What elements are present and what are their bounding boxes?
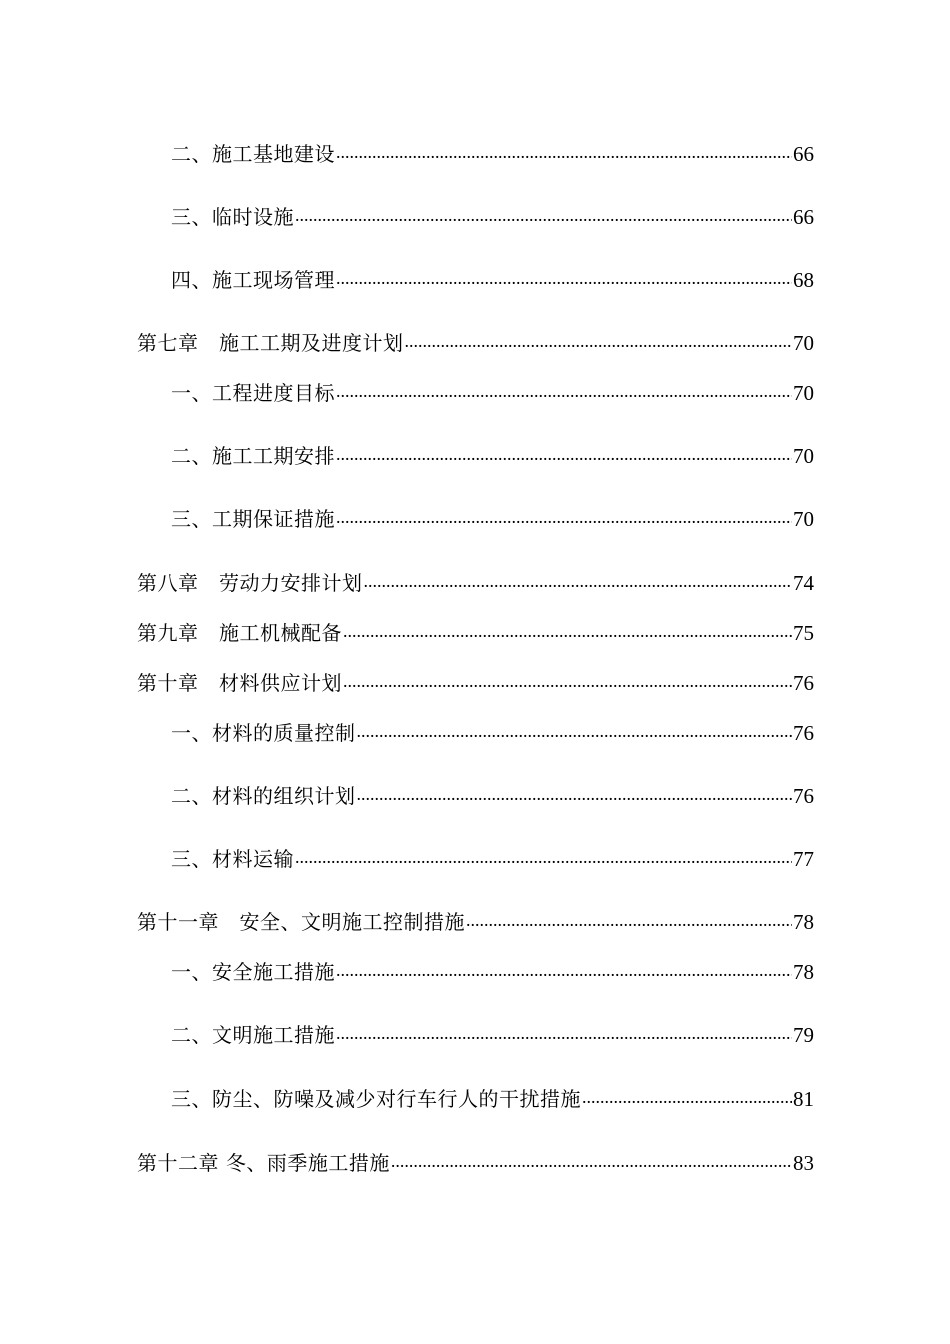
dot-leader xyxy=(295,204,792,226)
toc-entry-section-temporary-facilities[interactable] xyxy=(171,199,814,229)
toc-entry-title: 三、工期保证措施 xyxy=(171,507,335,531)
toc-entry-section-schedule-guarantee[interactable] xyxy=(171,501,814,531)
toc-entry-page-number: 76 xyxy=(793,721,814,745)
toc-entry-page-number: 70 xyxy=(793,507,814,531)
toc-entry-title: 第十二章 冬、雨季施工措施 xyxy=(137,1151,390,1175)
toc-entry-page-number: 70 xyxy=(793,381,814,405)
toc-entry-page-number: 77 xyxy=(793,847,814,871)
toc-entry-section-civilized-construction[interactable] xyxy=(171,1017,814,1047)
toc-entry-chapter-7[interactable] xyxy=(137,325,814,355)
toc-entry-chapter-9[interactable] xyxy=(137,615,814,645)
dot-leader xyxy=(336,141,792,163)
toc-entry-title: 二、施工工期安排 xyxy=(171,444,335,468)
dot-leader xyxy=(405,330,793,352)
toc-entry-page-number: 76 xyxy=(793,671,814,695)
toc-entry-title: 第十一章 安全、文明施工控制措施 xyxy=(137,910,465,934)
toc-entry-title: 二、文明施工措施 xyxy=(171,1023,335,1047)
toc-entry-page-number: 75 xyxy=(793,621,814,645)
toc-entry-section-material-organization[interactable] xyxy=(171,778,814,808)
toc-entry-section-safety-measures[interactable] xyxy=(171,954,814,984)
toc-entry-page-number: 66 xyxy=(793,205,814,229)
dot-leader xyxy=(336,380,792,402)
toc-entry-title: 第九章 施工机械配备 xyxy=(137,621,342,645)
toc-entry-title: 一、材料的质量控制 xyxy=(171,721,356,745)
dot-leader xyxy=(336,443,792,465)
toc-entry-title: 二、施工基地建设 xyxy=(171,142,335,166)
dot-leader xyxy=(357,783,793,805)
dot-leader xyxy=(343,670,792,692)
toc-entry-chapter-12[interactable] xyxy=(137,1145,814,1175)
toc-entry-section-base-construction[interactable] xyxy=(171,136,814,166)
toc-entry-page-number: 81 xyxy=(793,1087,814,1111)
toc-entry-chapter-11[interactable] xyxy=(137,904,814,934)
toc-entry-chapter-8[interactable] xyxy=(137,565,814,595)
toc-entry-chapter-10[interactable] xyxy=(137,665,814,695)
toc-entry-title: 三、材料运输 xyxy=(171,847,294,871)
toc-entry-section-dust-noise-measures[interactable] xyxy=(171,1081,814,1111)
toc-entry-title: 三、临时设施 xyxy=(171,205,294,229)
dot-leader xyxy=(336,267,792,289)
dot-leader xyxy=(357,720,793,742)
toc-entry-section-site-management[interactable] xyxy=(171,262,814,292)
toc-entry-section-progress-goals[interactable] xyxy=(171,375,814,405)
toc-entry-section-material-transport[interactable] xyxy=(171,841,814,871)
toc-entry-page-number: 78 xyxy=(793,910,814,934)
dot-leader xyxy=(391,1150,792,1172)
dot-leader xyxy=(582,1086,792,1108)
dot-leader xyxy=(295,846,792,868)
toc-entry-section-material-quality[interactable] xyxy=(171,715,814,745)
dot-leader xyxy=(343,620,792,642)
dot-leader xyxy=(336,1022,792,1044)
toc-entry-title: 第十章 材料供应计划 xyxy=(137,671,342,695)
toc-entry-section-schedule-arrangement[interactable] xyxy=(171,438,814,468)
toc-entry-page-number: 66 xyxy=(793,142,814,166)
toc-entry-title: 一、工程进度目标 xyxy=(171,381,335,405)
toc-entry-page-number: 74 xyxy=(793,571,814,595)
toc-entry-page-number: 79 xyxy=(793,1023,814,1047)
dot-leader xyxy=(336,959,792,981)
toc-entry-page-number: 78 xyxy=(793,960,814,984)
toc-entry-title: 三、防尘、防噪及减少对行车行人的干扰措施 xyxy=(171,1087,581,1111)
dot-leader xyxy=(364,570,793,592)
toc-entry-page-number: 83 xyxy=(793,1151,814,1175)
toc-entry-title: 四、施工现场管理 xyxy=(171,268,335,292)
toc-entry-title: 二、材料的组织计划 xyxy=(171,784,356,808)
toc-entry-page-number: 70 xyxy=(793,444,814,468)
toc-entry-page-number: 68 xyxy=(793,268,814,292)
toc-entry-page-number: 70 xyxy=(793,331,814,355)
toc-entry-title: 第七章 施工工期及进度计划 xyxy=(137,331,404,355)
dot-leader xyxy=(466,909,792,931)
toc-entry-title: 第八章 劳动力安排计划 xyxy=(137,571,363,595)
toc-entry-page-number: 76 xyxy=(793,784,814,808)
dot-leader xyxy=(336,506,792,528)
toc-entry-title: 一、安全施工措施 xyxy=(171,960,335,984)
